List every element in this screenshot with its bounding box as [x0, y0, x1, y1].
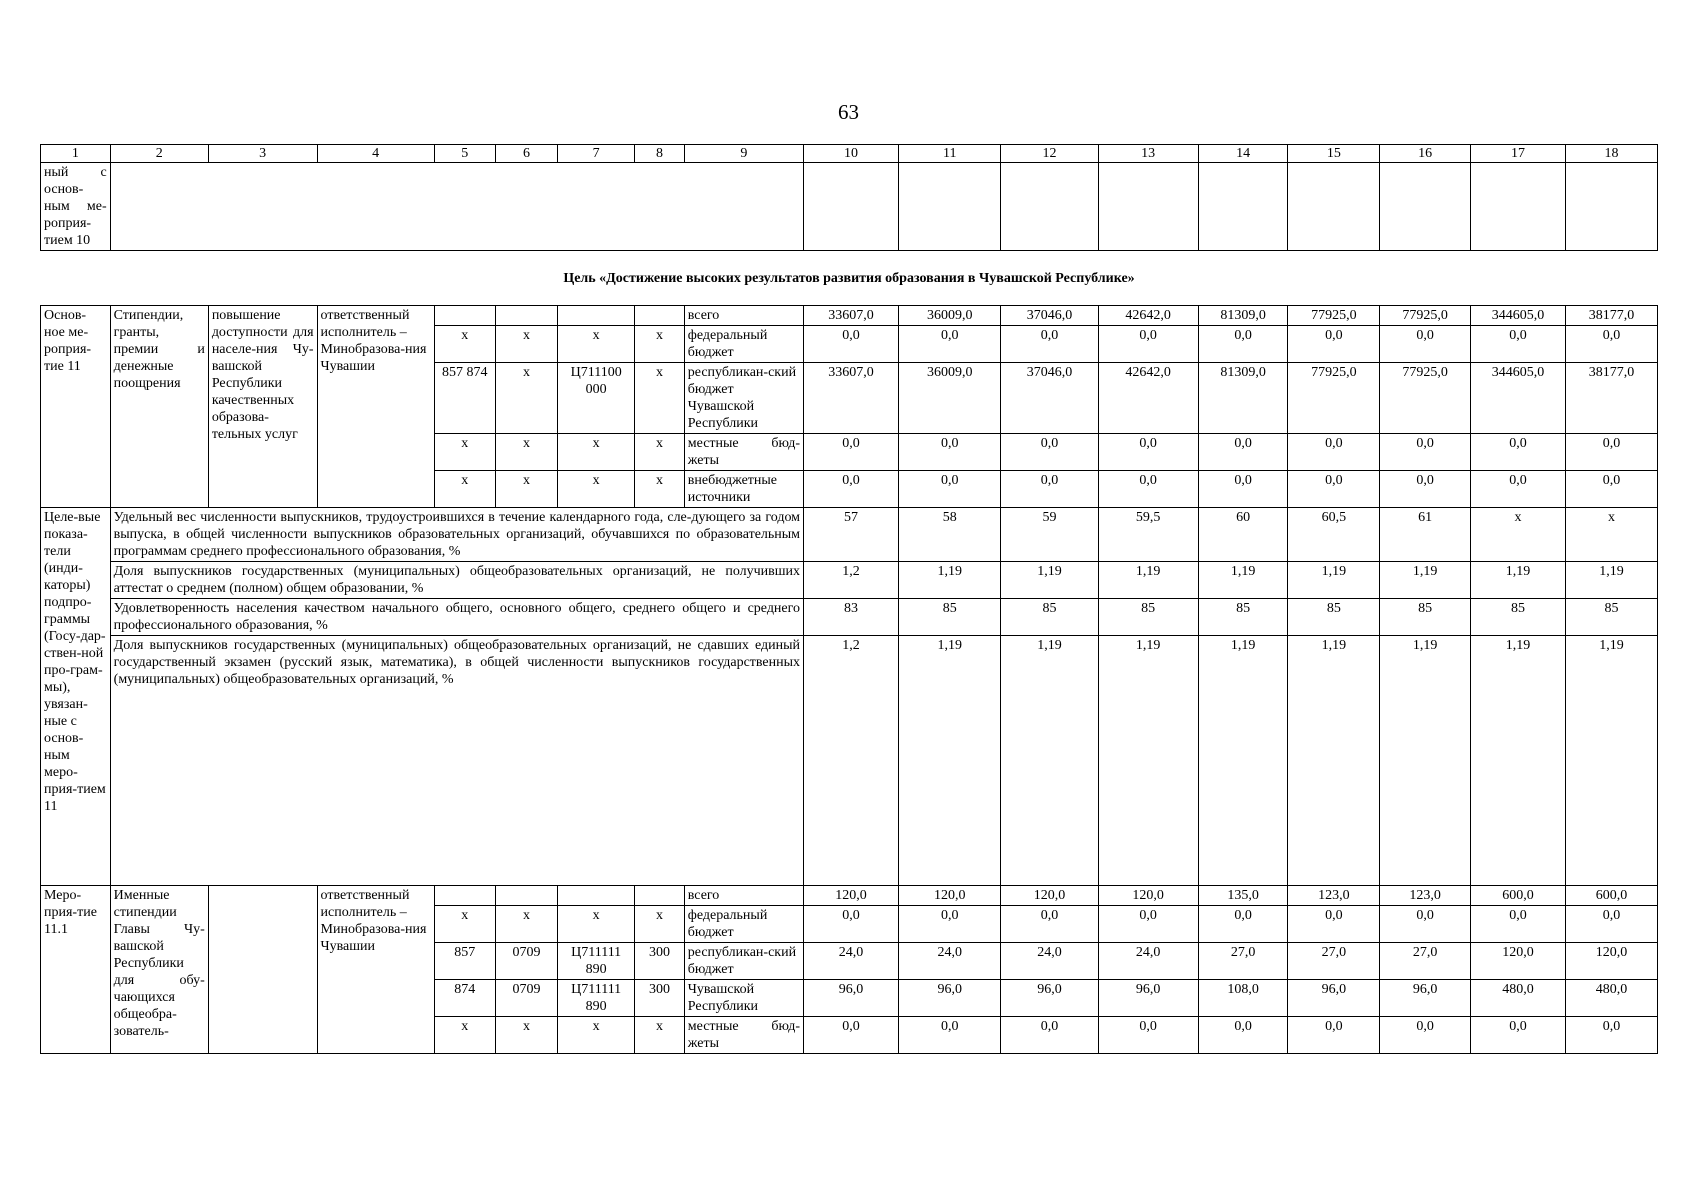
expense-code: х: [635, 326, 685, 363]
measure-purpose: [208, 886, 317, 1054]
funding-value: 96,0: [1001, 980, 1098, 1017]
funding-value: 96,0: [804, 980, 899, 1017]
funding-value: 0,0: [1098, 434, 1198, 471]
measure-name: Основ-ное ме-роприя-тие 11: [41, 306, 111, 508]
funding-value: 0,0: [1198, 326, 1288, 363]
funding-value: 81309,0: [1198, 306, 1288, 326]
funding-value: 24,0: [1001, 943, 1098, 980]
funding-value: 0,0: [1471, 326, 1566, 363]
indicator-value: 85: [1471, 599, 1566, 636]
funding-value: 33607,0: [804, 306, 899, 326]
funding-value: 0,0: [1380, 906, 1471, 943]
section-code: х: [495, 1017, 557, 1054]
indicator-value: 85: [1380, 599, 1471, 636]
expense-code: х: [635, 434, 685, 471]
budget-code: х: [434, 326, 495, 363]
indicator-value: 60: [1198, 508, 1288, 562]
target-code: х: [558, 1017, 635, 1054]
measure-purpose: повышение доступности для населе-ния Чу-вашской Республики качественных образова-тельных услуг: [208, 306, 317, 508]
indicator-value: 1,19: [1471, 562, 1566, 599]
funding-value: 0,0: [1288, 471, 1380, 508]
funding-value: 0,0: [1380, 326, 1471, 363]
funding-source: всего: [684, 306, 803, 326]
indicator-text: Удовлетворенность населения качеством начального общего, основного общего, среднего общего и среднего профессионального образования, %: [110, 599, 803, 636]
funding-value: 0,0: [1198, 434, 1288, 471]
continuation-row: [41, 163, 1658, 251]
indicator-value: х: [1471, 508, 1566, 562]
expense-code: х: [635, 906, 685, 943]
funding-value: 37046,0: [1001, 363, 1098, 434]
target-code: х: [558, 906, 635, 943]
indicator-value: 1,19: [1098, 636, 1198, 886]
funding-value: 0,0: [899, 906, 1001, 943]
indicator-value: 1,2: [804, 636, 899, 886]
column-number: 18: [1566, 145, 1658, 163]
funding-value: 0,0: [804, 1017, 899, 1054]
funding-value: 0,0: [899, 471, 1001, 508]
column-number: 6: [495, 145, 557, 163]
column-number: 3: [208, 145, 317, 163]
funding-value: 0,0: [899, 434, 1001, 471]
funding-value: 96,0: [1380, 980, 1471, 1017]
m111-row: [41, 886, 1658, 906]
funding-value: 344605,0: [1471, 306, 1566, 326]
column-number: 9: [684, 145, 803, 163]
indicator-value: 85: [1288, 599, 1380, 636]
funding-value: 77925,0: [1288, 363, 1380, 434]
funding-value: 0,0: [1566, 434, 1658, 471]
budget-code: [434, 306, 495, 326]
expense-code: х: [635, 1017, 685, 1054]
funding-value: 0,0: [1566, 326, 1658, 363]
funding-value: 0,0: [804, 434, 899, 471]
indicator-value: 1,19: [1001, 562, 1098, 599]
budget-code: 874: [434, 980, 495, 1017]
section-code: 0709: [495, 980, 557, 1017]
funding-value: 33607,0: [804, 363, 899, 434]
indicator-value: х: [1566, 508, 1658, 562]
funding-value: 0,0: [1198, 906, 1288, 943]
funding-value: 0,0: [1288, 1017, 1380, 1054]
measure-name: Меро-прия-тие 11.1: [41, 886, 111, 1054]
funding-value: 0,0: [1001, 906, 1098, 943]
funding-value: 77925,0: [1288, 306, 1380, 326]
funding-source: федеральный бюджет: [684, 906, 803, 943]
table-cell: [804, 163, 899, 251]
funding-value: 24,0: [899, 943, 1001, 980]
table-cell: [1380, 163, 1471, 251]
funding-source: местные бюд-жеты: [684, 434, 803, 471]
column-number: 15: [1288, 145, 1380, 163]
indicator-value: 83: [804, 599, 899, 636]
column-number: 7: [558, 145, 635, 163]
column-number: 8: [635, 145, 685, 163]
funding-value: 36009,0: [899, 306, 1001, 326]
budget-code: х: [434, 434, 495, 471]
indicator-value: 1,19: [1288, 636, 1380, 886]
funding-value: 27,0: [1380, 943, 1471, 980]
section-code: 0709: [495, 943, 557, 980]
section-code: х: [495, 363, 557, 434]
indicator-value: 59: [1001, 508, 1098, 562]
indicator-value: 58: [899, 508, 1001, 562]
funding-value: 120,0: [1001, 886, 1098, 906]
budget-code: 857 874: [434, 363, 495, 434]
funding-value: 38177,0: [1566, 363, 1658, 434]
page-number: 63: [838, 100, 859, 124]
header-row: [41, 145, 1658, 163]
section-code: [495, 306, 557, 326]
measure-title: Стипендии, гранты, премии и денежные поощрения: [110, 306, 208, 508]
funding-value: 0,0: [1288, 434, 1380, 471]
target-code: х: [558, 471, 635, 508]
table-cell: [110, 163, 803, 251]
funding-value: 0,0: [1566, 471, 1658, 508]
funding-value: 42642,0: [1098, 306, 1198, 326]
table-cell: [899, 163, 1001, 251]
funding-value: 0,0: [804, 906, 899, 943]
funding-value: 0,0: [1098, 471, 1198, 508]
funding-value: 0,0: [1380, 471, 1471, 508]
column-number: 1: [41, 145, 111, 163]
indicator-value: 1,19: [899, 636, 1001, 886]
funding-value: 77925,0: [1380, 306, 1471, 326]
indicator-value: 61: [1380, 508, 1471, 562]
indicator-value: 1,19: [899, 562, 1001, 599]
column-number: 14: [1198, 145, 1288, 163]
funding-value: 0,0: [1001, 471, 1098, 508]
column-number: 11: [899, 145, 1001, 163]
target-code: Ц711111 890: [558, 943, 635, 980]
target-code: Ц711100 000: [558, 363, 635, 434]
funding-value: 0,0: [899, 326, 1001, 363]
indicator-value: 1,19: [1001, 636, 1098, 886]
funding-value: 120,0: [804, 886, 899, 906]
indicator-value: 1,19: [1288, 562, 1380, 599]
indicator-value: 85: [1098, 599, 1198, 636]
funding-value: 0,0: [1098, 906, 1198, 943]
section-code: [495, 886, 557, 906]
funding-value: 0,0: [1566, 906, 1658, 943]
funding-source: федеральный бюджет: [684, 326, 803, 363]
column-number: 16: [1380, 145, 1471, 163]
indicator-value: 1,19: [1566, 562, 1658, 599]
funding-value: 42642,0: [1098, 363, 1198, 434]
table-cell: [1001, 163, 1098, 251]
funding-value: 0,0: [1288, 326, 1380, 363]
indicator-row: [41, 599, 1658, 636]
funding-source: местные бюд-жеты: [684, 1017, 803, 1054]
funding-source: республикан-ский бюджет: [684, 943, 803, 980]
funding-value: 0,0: [899, 1017, 1001, 1054]
table-cell: [1566, 163, 1658, 251]
funding-source: республикан-ский бюджет Чувашской Республики: [684, 363, 803, 434]
goal-heading: Цель «Достижение высоких результатов развития образования в Чувашской Республике»: [41, 251, 1658, 306]
funding-value: 36009,0: [899, 363, 1001, 434]
funding-value: 24,0: [1098, 943, 1198, 980]
section-code: х: [495, 471, 557, 508]
column-number: 10: [804, 145, 899, 163]
funding-value: 96,0: [899, 980, 1001, 1017]
funding-value: 96,0: [1288, 980, 1380, 1017]
funding-value: 0,0: [804, 471, 899, 508]
program-table: [40, 144, 1658, 1054]
funding-value: 120,0: [1471, 943, 1566, 980]
indicator-text: Доля выпускников государственных (муниципальных) общеобразовательных организаций, не получивших аттестат о среднем (полном) общем образовании, %: [110, 562, 803, 599]
column-number: 12: [1001, 145, 1098, 163]
funding-value: 24,0: [804, 943, 899, 980]
section-code: х: [495, 906, 557, 943]
table-cell: [1098, 163, 1198, 251]
measure-executor: ответственный исполнитель – Минобразова-ния Чувашии: [317, 886, 434, 1054]
expense-code: х: [635, 363, 685, 434]
funding-value: 37046,0: [1001, 306, 1098, 326]
section-code: х: [495, 434, 557, 471]
column-number: 13: [1098, 145, 1198, 163]
target-code: Ц711111 890: [558, 980, 635, 1017]
column-number: 4: [317, 145, 434, 163]
funding-value: 96,0: [1098, 980, 1198, 1017]
funding-value: 120,0: [1098, 886, 1198, 906]
funding-value: 108,0: [1198, 980, 1288, 1017]
funding-value: 600,0: [1566, 886, 1658, 906]
funding-value: 0,0: [1198, 471, 1288, 508]
funding-value: 0,0: [1566, 1017, 1658, 1054]
funding-value: 0,0: [1380, 1017, 1471, 1054]
indicator-value: 1,19: [1198, 636, 1288, 886]
column-number: 17: [1471, 145, 1566, 163]
budget-code: 857: [434, 943, 495, 980]
expense-code: х: [635, 471, 685, 508]
funding-value: 0,0: [1001, 326, 1098, 363]
indicators-label: Целе-вые показа-тели (инди-каторы) подпро-граммы (Госу-дар-ствен-ной про-грам-мы), увязан-ные с основ-ным меро-прия-тием 11: [41, 508, 111, 886]
funding-value: 27,0: [1198, 943, 1288, 980]
funding-value: 120,0: [899, 886, 1001, 906]
indicator-value: 1,19: [1566, 636, 1658, 886]
measure-executor: ответственный исполнитель – Минобразова-ния Чувашии: [317, 306, 434, 508]
expense-code: [635, 886, 685, 906]
budget-code: х: [434, 906, 495, 943]
continuation-label: ный с основ-ным ме-роприя-тием 10: [41, 163, 111, 251]
section-code: х: [495, 326, 557, 363]
funding-value: 123,0: [1380, 886, 1471, 906]
expense-code: [635, 306, 685, 326]
funding-value: 27,0: [1288, 943, 1380, 980]
table-cell: [1471, 163, 1566, 251]
indicator-value: 1,19: [1471, 636, 1566, 886]
funding-value: 123,0: [1288, 886, 1380, 906]
funding-value: 81309,0: [1198, 363, 1288, 434]
m11-row: [41, 306, 1658, 326]
funding-value: 0,0: [1198, 1017, 1288, 1054]
funding-source: всего: [684, 886, 803, 906]
indicator-text: Доля выпускников государственных (муниципальных) общеобразовательных организаций, не сдавших единый государственный экзамен (русский язык, математика), в общей численности выпускников государственных (муниципальных) общеобразовательных организаций, %: [110, 636, 803, 886]
indicator-value: 85: [1001, 599, 1098, 636]
funding-value: 0,0: [1001, 1017, 1098, 1054]
budget-code: х: [434, 1017, 495, 1054]
measure-title: Именные стипендии Главы Чу-вашской Республики для обу-чающихся общеобра-зователь-: [110, 886, 208, 1054]
indicator-value: 1,19: [1198, 562, 1288, 599]
indicator-value: 1,19: [1380, 636, 1471, 886]
indicator-value: 1,2: [804, 562, 899, 599]
funding-source: Чувашской Республики: [684, 980, 803, 1017]
expense-code: 300: [635, 943, 685, 980]
indicator-value: 85: [1566, 599, 1658, 636]
column-number: 2: [110, 145, 208, 163]
table-cell: [1198, 163, 1288, 251]
target-code: х: [558, 434, 635, 471]
budget-code: х: [434, 471, 495, 508]
target-code: [558, 886, 635, 906]
indicator-value: 60,5: [1288, 508, 1380, 562]
indicator-value: 85: [1198, 599, 1288, 636]
target-code: х: [558, 326, 635, 363]
funding-source: внебюджетные источники: [684, 471, 803, 508]
goal-row: [41, 251, 1658, 306]
indicator-value: 1,19: [1380, 562, 1471, 599]
indicator-row: [41, 562, 1658, 599]
funding-value: 0,0: [1288, 906, 1380, 943]
target-code: [558, 306, 635, 326]
funding-value: 38177,0: [1566, 306, 1658, 326]
funding-value: 135,0: [1198, 886, 1288, 906]
funding-value: 0,0: [1471, 1017, 1566, 1054]
funding-value: 480,0: [1471, 980, 1566, 1017]
funding-value: 0,0: [804, 326, 899, 363]
funding-value: 0,0: [1098, 1017, 1198, 1054]
indicator-value: 1,19: [1098, 562, 1198, 599]
funding-value: 0,0: [1380, 434, 1471, 471]
funding-value: 0,0: [1471, 906, 1566, 943]
funding-value: 0,0: [1001, 434, 1098, 471]
funding-value: 480,0: [1566, 980, 1658, 1017]
funding-value: 0,0: [1471, 471, 1566, 508]
indicator-text: Удельный вес численности выпускников, трудоустроившихся в течение календарного года, сле-дующего за годом выпуска, в общей численности выпускников образовательных организаций, обучавшихся по образовательным программам среднего профессионального образования, %: [110, 508, 803, 562]
indicator-value: 59,5: [1098, 508, 1198, 562]
expense-code: 300: [635, 980, 685, 1017]
indicator-value: 57: [804, 508, 899, 562]
funding-value: 0,0: [1471, 434, 1566, 471]
indicator-row: [41, 636, 1658, 886]
indicator-row: [41, 508, 1658, 562]
budget-code: [434, 886, 495, 906]
column-number: 5: [434, 145, 495, 163]
funding-value: 120,0: [1566, 943, 1658, 980]
funding-value: 0,0: [1098, 326, 1198, 363]
indicator-value: 85: [899, 599, 1001, 636]
table-cell: [1288, 163, 1380, 251]
funding-value: 600,0: [1471, 886, 1566, 906]
funding-value: 344605,0: [1471, 363, 1566, 434]
funding-value: 77925,0: [1380, 363, 1471, 434]
